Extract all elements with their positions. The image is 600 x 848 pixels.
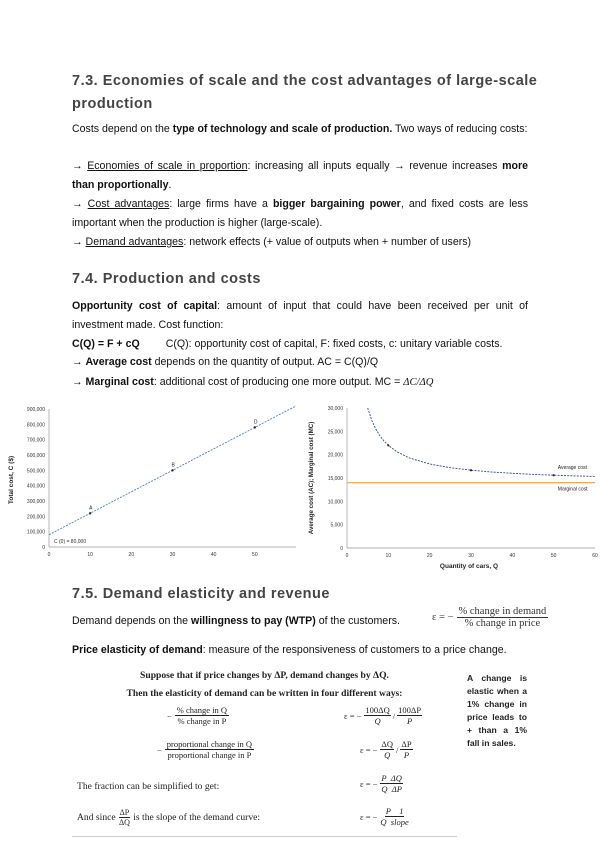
formula-row-2-right: ε = − $\frac{\Delta Q}{Q}$ / ΔP P	[360, 739, 412, 760]
bullet-cost-advantages: → Cost advantages: large firms have a bigger bargaining power, and fixed costs are less important when the production is higher (large-scale).	[72, 198, 529, 229]
formula-row-1-right: ε = − $\frac{100\Delta Q}{Q}$ / 100ΔP P	[344, 705, 422, 726]
arrow-icon: →	[72, 198, 83, 210]
section-7-4-opportunity-cost: Opportunity cost of capital: amount of input that could have been received per unit of investment made. Cost function:	[72, 300, 529, 331]
average-marginal-cost-chart	[305, 400, 600, 575]
average-cost-point	[553, 474, 555, 476]
average-cost-point	[470, 469, 472, 471]
y-tick-label: 900,000	[26, 407, 45, 413]
y-tick-label: 30,000	[327, 406, 343, 412]
average-cost-point	[387, 444, 389, 446]
elasticity-side-note: A change is elastic when a 1% change in price leads to + than a 1% fall in sales.	[467, 673, 527, 748]
x-tick-label: 30	[169, 552, 176, 558]
y-tick-label: 800,000	[26, 422, 45, 429]
x-tick-label: 40	[210, 552, 217, 558]
section-7-3-intro: Costs depend on the type of technology and scale of production. Two ways of reducing costs:	[72, 123, 528, 135]
ac-mc-y-axis-label: Average cost (AC); Marginal cost (MC)	[308, 421, 315, 535]
marginal-cost-line: → Marginal cost: additional cost of producing one more output. MC = ΔC/ΔQ	[72, 376, 434, 388]
y-tick-label: 200,000	[26, 514, 45, 521]
data-point-label: B	[171, 462, 175, 469]
y-tick-label: 100,000	[26, 529, 45, 536]
y-tick-label: 400,000	[26, 483, 45, 490]
y-tick-label: 500,000	[26, 468, 45, 475]
formula-row-3-right: ε = − $\frac{\text{P ΔQ}}{\text{Q ΔP}}$	[360, 773, 402, 794]
total-cost-y-axis-label: Total cost, C ($)	[8, 455, 15, 505]
x-tick-label: 10	[87, 552, 93, 558]
formula-row-3-text: The fraction can be simplified to get:	[77, 781, 220, 792]
y-tick-label: 600,000	[26, 453, 45, 459]
average-cost-line: → Average cost depends on the quantity of output. AC = C(Q)/Q	[72, 356, 379, 368]
x-tick-label: 20	[128, 552, 135, 558]
y-tick-label: 20,000	[327, 452, 343, 459]
bullet-economies-of-scale: → Economies of scale in proportion: increasing all inputs equally → revenue increases more than proportionally.	[72, 160, 528, 191]
cost-function-line: C(Q) = F + cQ C(Q): opportunity cost of capital, F: fixed costs, c: unitary variable costs.	[72, 338, 503, 350]
formula-box-heading-2: Then the elasticity of demand can be written in four different ways:	[126, 688, 403, 699]
x-tick-label: 50	[252, 552, 258, 558]
formula-row-1-left: − % change in Q % change in P	[167, 705, 228, 726]
x-tick-label: 20	[426, 553, 433, 559]
arrow-icon: →	[72, 160, 83, 172]
ac-mc-x-axis-label: Quantity of cars, Q	[439, 563, 499, 570]
data-point-d	[254, 426, 256, 428]
formula-box-bottom-rule	[72, 836, 457, 837]
section-7-3-title	[72, 70, 537, 116]
bullet-demand-advantages: → Demand advantages: network effects (+ value of outputs when + number of users)	[72, 236, 472, 248]
y-tick-label: 300,000	[26, 499, 45, 505]
y-tick-label: 5,000	[330, 522, 343, 529]
total-cost-fixed-annotation: C (0) = 80,000	[54, 539, 87, 545]
x-tick-label: 30	[468, 553, 474, 559]
marginal-cost-legend: Marginal cost	[557, 486, 588, 493]
x-tick-label: 50	[550, 553, 557, 559]
arrow-icon: →	[72, 356, 83, 368]
average-cost-legend: Average cost	[557, 465, 587, 472]
section-7-3-title-line2: production	[72, 96, 153, 112]
x-tick-label: 60	[592, 553, 598, 559]
data-point-label: A	[89, 505, 93, 512]
y-tick-label: 700,000	[26, 437, 45, 444]
elasticity-definition-formula: ε = − % change in demand % change in price	[432, 606, 547, 629]
formula-box-heading-1: Suppose that if price changes by ΔP, demand changes by ΔQ.	[140, 670, 389, 681]
x-tick-label: 0	[345, 553, 349, 559]
x-tick-label: 0	[47, 552, 51, 558]
y-tick-label: 25,000	[327, 429, 343, 436]
elasticity-formulas-box	[72, 668, 457, 838]
data-point-b	[171, 469, 173, 471]
y-tick-label: 0	[42, 545, 45, 551]
section-7-5-title: 7.5. Demand elasticity and revenue	[72, 586, 330, 602]
arrow-icon: →	[72, 376, 83, 388]
formula-row-4-text: And since ΔP ΔQ is the slope of the demand curve:	[77, 808, 261, 827]
x-tick-label: 10	[385, 553, 392, 559]
y-tick-label: 0	[340, 546, 343, 552]
data-point-a	[89, 512, 91, 514]
total-cost-chart	[0, 400, 305, 575]
formula-row-2-left: − proportional change in Q proportional change in P	[157, 739, 253, 760]
formula-row-4-right: ε = − P 1 Q slope	[360, 806, 409, 827]
section-7-3-title-line1: 7.3. Economies of scale and the cost advantages of large-scale	[72, 73, 538, 89]
x-tick-label: 40	[509, 553, 516, 559]
y-tick-label: 10,000	[327, 499, 343, 506]
y-tick-label: 15,000	[327, 476, 343, 482]
section-7-4-title: 7.4. Production and costs	[72, 271, 261, 287]
arrow-icon: →	[72, 236, 83, 248]
price-elasticity-definition: Price elasticity of demand: measure of the responsiveness of customers to a price change.	[72, 644, 507, 656]
section-7-5-demand-line: Demand depends on the willingness to pay (WTP) of the customers.	[72, 615, 400, 627]
data-point-label: D	[253, 419, 258, 426]
